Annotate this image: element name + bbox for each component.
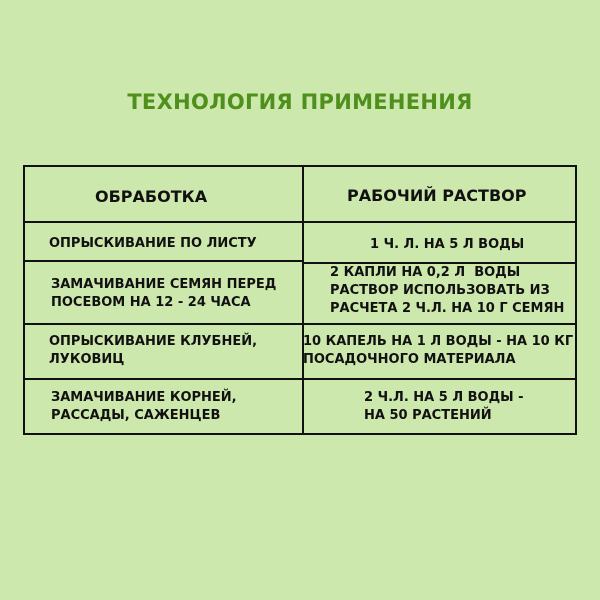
row-divider-3	[25, 378, 575, 380]
row-1-treatment: ОПРЫСКИВАНИЕ ПО ЛИСТУ	[49, 236, 257, 251]
row-3-treatment: ОПРЫСКИВАНИЕ КЛУБНЕЙ, ЛУКОВИЦ	[49, 334, 258, 367]
header-divider	[25, 221, 575, 223]
row-2-treatment: ЗАМАЧИВАНИЕ СЕМЯН ПЕРЕД ПОСЕВОМ НА 12 - 24 ЧАСА	[51, 277, 277, 310]
row-divider-1	[25, 260, 302, 262]
header-treatment: ОБРАБОТКА	[95, 187, 208, 206]
row-4-treatment: ЗАМАЧИВАНИЕ КОРНЕЙ, РАССАДЫ, САЖЕНЦЕВ	[51, 390, 237, 423]
row-4-solution: 2 Ч.Л. НА 5 Л ВОДЫ - НА 50 РАСТЕНИЙ	[364, 390, 524, 423]
column-divider	[302, 167, 304, 433]
row-3-solution: 10 КАПЕЛЬ НА 1 Л ВОДЫ - НА 10 КГ ПОСАДОЧНОГО МАТЕРИАЛА	[303, 334, 574, 367]
row-2-solution: 2 КАПЛИ НА 0,2 Л ВОДЫ РАСТВОР ИСПОЛЬЗОВАТЬ ИЗ РАСЧЕТА 2 Ч.Л. НА 10 Г СЕМЯН	[330, 265, 565, 316]
application-table	[23, 165, 577, 435]
header-solution: РАБОЧИЙ РАСТВОР	[347, 186, 527, 205]
page-title: ТЕХНОЛОГИЯ ПРИМЕНЕНИЯ	[127, 90, 473, 114]
row-divider-2	[25, 323, 575, 325]
row-1-solution: 1 Ч. Л. НА 5 Л ВОДЫ	[370, 237, 525, 252]
